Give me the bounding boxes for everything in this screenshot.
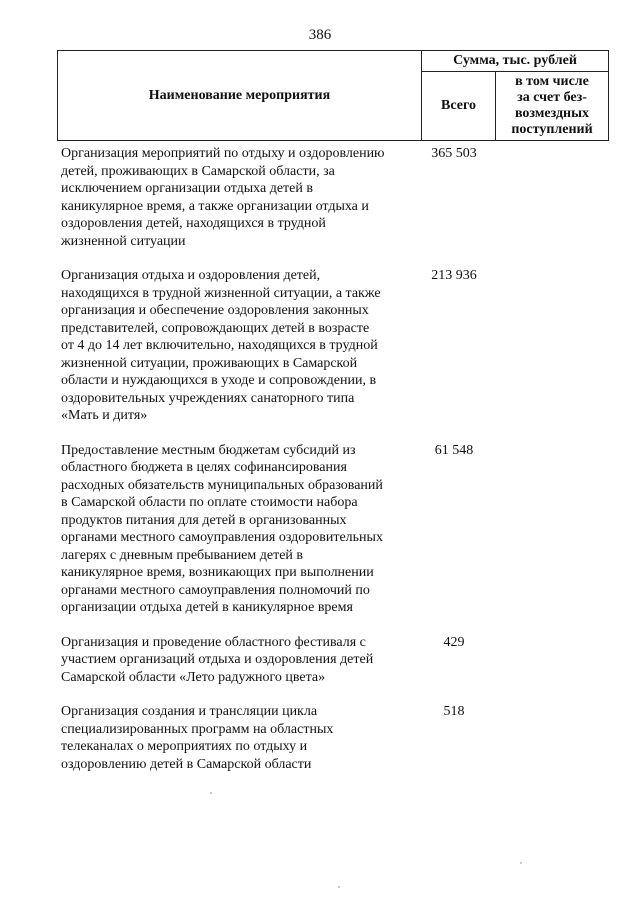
row-name-line: оздоровлению детей в Самарской области	[61, 756, 312, 772]
row-name-line: Самарской области «Лето радужного цвета»	[61, 669, 326, 685]
scan-speck	[338, 886, 340, 888]
row-name-line: исключением организации отдыха детей в	[61, 181, 313, 196]
row-name-line: Организация и проведение областного фестиваля с	[61, 634, 366, 650]
row-free	[493, 442, 608, 617]
row-total: 518	[443, 704, 465, 719]
row-name-line: от 4 до 14 лет включительно, находящихся в трудной	[61, 338, 378, 353]
row-name-line: жизненной ситуации, проживающих в Самарской	[61, 355, 358, 371]
table-header	[57, 50, 609, 141]
row-name-line: жизненной ситуации	[61, 233, 186, 249]
row-name-line: продуктов питания для детей в организованных	[61, 512, 347, 528]
row-name-line: органами местного самоуправления полномочий по	[61, 582, 370, 598]
row-name-line: детей, проживающих в Самарской области, за	[61, 163, 335, 179]
header-free-line: возмездных	[514, 106, 590, 121]
row-name-line: находящихся в трудной жизненной ситуации, а также	[61, 285, 381, 301]
row-name-line: Организация создания и трансляции цикла	[61, 704, 318, 719]
row-name-line: оздоровления детей, находящихся в трудной	[61, 216, 326, 231]
scan-speck	[210, 792, 212, 794]
row-name-line: организации отдыха детей в каникулярное время	[61, 600, 353, 615]
row-name-line: специализированных программ на областных	[61, 721, 334, 737]
row-free	[493, 634, 608, 687]
row-name-line: расходных обязательств муниципальных образований	[61, 477, 383, 493]
row-name-line: оздоровительных учреждениях санаторного типа	[61, 390, 355, 406]
row-name-line: области и нуждающихся в уходе и сопровождении, в	[61, 373, 377, 388]
table-body	[61, 145, 608, 773]
row-total: 61 548	[434, 442, 474, 458]
row-name-line: лагерях с дневным пребыванием детей в	[61, 547, 304, 563]
row-name	[61, 634, 415, 687]
row-name-line: Организация отдыха и оздоровления детей,	[61, 268, 321, 283]
header-name-column: Наименование мероприятия	[58, 51, 422, 141]
header-free-line: поступлений	[511, 122, 593, 137]
row-free	[493, 267, 608, 425]
row-name-line: «Мать и дитя»	[61, 408, 148, 423]
row-name-line: телеканалах о мероприятиях по отдыху и	[61, 739, 308, 754]
row-total: 429	[443, 634, 465, 650]
header-free-column	[496, 72, 609, 141]
row-name	[61, 703, 415, 773]
row-total: 213 936	[431, 268, 477, 283]
row-free	[493, 703, 608, 773]
row-name	[61, 267, 415, 425]
row-name-line: участием организаций отдыха и оздоровления детей	[61, 652, 374, 667]
header-free-line: за счет без-	[517, 90, 587, 105]
table-row	[61, 634, 608, 687]
page-number: 386	[308, 27, 332, 43]
table-row	[61, 442, 608, 617]
row-name-line: Предоставление местным бюджетам субсидий из	[61, 442, 356, 458]
header-sum-column: Сумма, тыс. рублей	[422, 51, 609, 72]
row-name-line: в Самарской области по оплате стоимости набора	[61, 495, 358, 510]
row-name-line: каникулярное время, а также организации отдыха и	[61, 198, 369, 214]
row-name-line: представителей, сопровождающих детей в возрасте	[61, 320, 370, 336]
header-total-column: Всего	[422, 72, 496, 141]
row-total: 365 503	[431, 146, 477, 161]
table-row	[61, 267, 608, 425]
header-free-line: в том числе	[515, 74, 589, 89]
table-row	[61, 703, 608, 773]
scan-speck	[520, 862, 522, 864]
row-name-line: Организация мероприятий по отдыху и оздоровлению	[61, 146, 385, 161]
table-row	[61, 145, 608, 250]
row-name	[61, 442, 415, 617]
row-name-line: каникулярное время, возникающих при выполнении	[61, 565, 374, 580]
row-free	[493, 145, 608, 250]
row-name	[61, 145, 415, 250]
row-name-line: органами местного самоуправления оздоровительных	[61, 530, 383, 545]
row-name-line: организация и обеспечение оздоровления законных	[61, 303, 369, 318]
row-name-line: областного бюджета в целях софинансирования	[61, 460, 347, 475]
